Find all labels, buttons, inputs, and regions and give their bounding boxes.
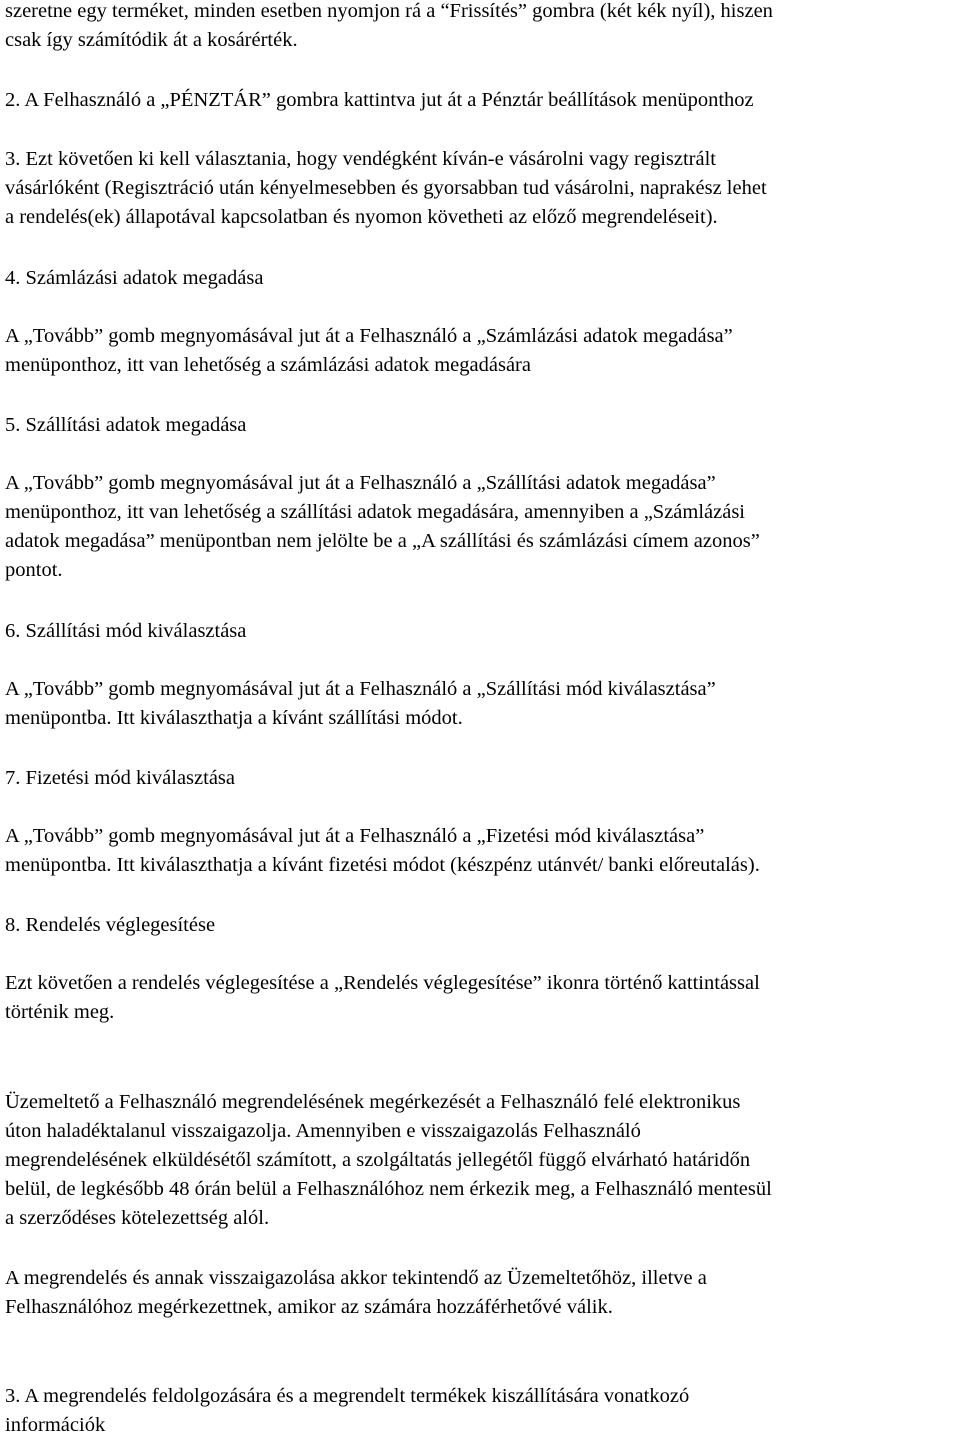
section-3-heading [5, 1382, 689, 1440]
text-line: A megrendelés és annak visszaigazolása akkor tekintendő az Üzemeltetőhöz, illetve a [5, 1267, 707, 1289]
text-line: adatok megadása” menüpontban nem jelölte be a „A szállítási és számlázási címem azonos” [5, 530, 760, 552]
text-line: A „Tovább” gomb megnyomásával jut át a Felhasználó a „Számlázási adatok megadása” [5, 325, 733, 347]
step-5-paragraph [5, 469, 760, 585]
text-line: Ezt követően a rendelés véglegesítése a „Rendelés véglegesítése” ikonra történő kattintással [5, 972, 760, 994]
text-line: Üzemeltető a Felhasználó megrendelésének megérkezését a Felhasználó felé elektronikus [5, 1091, 741, 1113]
step-7-heading [5, 764, 235, 793]
text-line: menüpontba. Itt kiválaszthatja a kívánt fizetési módot (készpénz utánvét/ banki előreutalás). [5, 854, 760, 876]
text-line: szeretne egy terméket, minden esetben nyomjon rá a “Frissítés” gombra (két kék nyíl), hiszen [5, 0, 773, 22]
text-line: információk [5, 1414, 106, 1436]
step-2-paragraph [5, 86, 754, 115]
confirmation-paragraph [5, 1088, 772, 1233]
text-line: 3. A megrendelés feldolgozására és a megrendelt termékek kiszállítására vonatkozó [5, 1385, 690, 1407]
text-line: A „Tovább” gomb megnyomásával jut át a Felhasználó a „Szállítási mód kiválasztása” [5, 678, 716, 700]
step-5-heading [5, 411, 246, 440]
section-heading: 8. Rendelés véglegesítése [5, 914, 216, 936]
text-line: úton haladéktalanul visszaigazolja. Amennyiben e visszaigazolás Felhasználó [5, 1120, 641, 1142]
step-4-heading [5, 264, 263, 293]
step-8-paragraph [5, 969, 760, 1027]
text-line: történik meg. [5, 1001, 115, 1023]
section-heading: 5. Szállítási adatok megadása [5, 414, 247, 436]
section-heading: 4. Számlázási adatok megadása [5, 267, 264, 289]
arrival-paragraph [5, 1264, 707, 1322]
text-line: a rendelés(ek) állapotával kapcsolatban és nyomon követheti az előző megrendeléseit). [5, 206, 718, 228]
text-line: menüponthoz, itt van lehetőség a számlázási adatok megadására [5, 354, 531, 376]
text-line: A „Tovább” gomb megnyomásával jut át a Felhasználó a „Fizetési mód kiválasztása” [5, 825, 705, 847]
text-line: belül, de legkésőbb 48 órán belül a Felhasználóhoz nem érkezik meg, a Felhasználó mentesül [5, 1178, 772, 1200]
text-line: menüpontba. Itt kiválaszthatja a kívánt szállítási módot. [5, 707, 463, 729]
intro-paragraph [5, 0, 773, 55]
text-line: menüponthoz, itt van lehetőség a szállítási adatok megadására, amennyiben a „Számlázási [5, 501, 746, 523]
section-heading: 7. Fizetési mód kiválasztása [5, 767, 235, 789]
step-4-paragraph [5, 322, 733, 380]
section-heading: 6. Szállítási mód kiválasztása [5, 620, 247, 642]
text-line: csak így számítódik át a kosárérték. [5, 29, 298, 51]
text-line: Felhasználóhoz megérkezettnek, amikor az számára hozzáférhetővé válik. [5, 1296, 613, 1318]
text-line: 3. Ezt követően ki kell választania, hogy vendégként kíván-e vásárolni vagy regisztrált [5, 148, 716, 170]
text-line: vásárlóként (Regisztráció után kényelmesebben és gyorsabban tud vásárolni, naprakész lehet [5, 177, 767, 199]
text-line: A „Tovább” gomb megnyomásával jut át a Felhasználó a „Szállítási adatok megadása” [5, 472, 716, 494]
text-line: 2. A Felhasználó a „PÉNZTÁR” gombra kattintva jut át a Pénztár beállítások menüponthoz [5, 89, 754, 111]
text-line: pontot. [5, 559, 63, 581]
step-7-paragraph [5, 822, 760, 880]
step-8-heading [5, 911, 215, 940]
text-line: a szerződéses kötelezettség alól. [5, 1207, 270, 1229]
step-6-heading [5, 617, 246, 646]
text-line: megrendelésének elküldésétől számított, a szolgáltatás jellegétől függő elvárható határidőn [5, 1149, 751, 1171]
step-6-paragraph [5, 675, 716, 733]
step-3-paragraph [5, 145, 767, 232]
